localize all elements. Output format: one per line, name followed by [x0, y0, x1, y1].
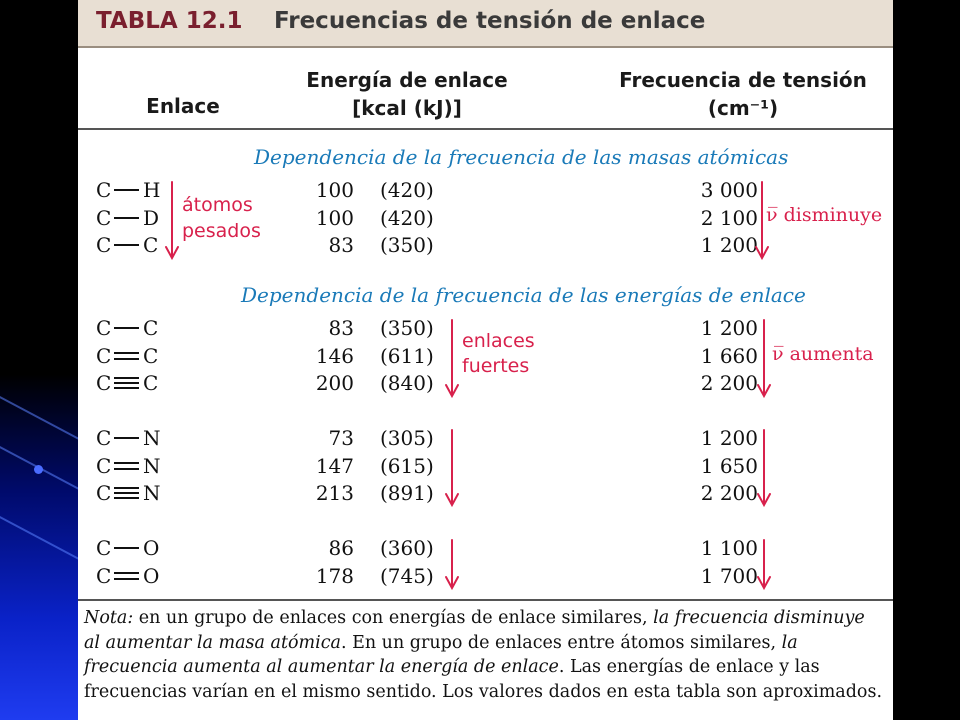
annotation-arrows — [78, 0, 893, 600]
stretch-frequency: 1 200 — [700, 426, 758, 450]
header-energy-line1: Energía de enlace — [306, 68, 508, 92]
bond-atom-1: C — [96, 233, 112, 257]
table-title: Frecuencias de tensión de enlace — [274, 8, 706, 34]
arrow-strong-bonds — [446, 320, 458, 396]
bond-atom-1: C — [96, 371, 112, 395]
bond-atom-2: C — [143, 343, 159, 368]
bond-atom-2: C — [143, 371, 159, 395]
energy-kj: (350) — [380, 316, 434, 340]
bond-atom-1: C — [96, 536, 112, 560]
background-left-panel — [0, 0, 78, 720]
header-freq-line1: Frecuencia de tensión — [619, 68, 867, 92]
energy-kj: (745) — [380, 563, 434, 588]
bond-atom-1: C — [96, 316, 112, 340]
energy-kj: (611) — [380, 343, 434, 368]
background-right-panel — [893, 0, 960, 720]
energy-kj: (350) — [380, 233, 434, 257]
note-heavy-atoms-2: pesados — [182, 220, 261, 242]
note-text-1: en un grupo de enlaces con energías de enlace similares, — [133, 608, 654, 628]
note-text-2: . En un grupo de enlaces entre átomos similares, — [340, 632, 782, 653]
bond-atom-1: C — [96, 563, 112, 588]
background-streak — [0, 390, 78, 453]
energy-kcal: 83 — [328, 233, 354, 257]
stretch-frequency: 1 660 — [700, 343, 758, 368]
arrow-cc-freq — [758, 320, 770, 396]
energy-kcal: 100 — [315, 178, 354, 202]
energy-kj: (840) — [380, 371, 434, 395]
arrow-co-freq — [758, 540, 770, 588]
section-title-energy: Dependencia de la frecuencia de las energías de enlace — [241, 283, 806, 307]
header-bond: Enlace — [146, 94, 220, 118]
bond-atom-2: H — [143, 178, 161, 202]
arrow-cn-energy — [446, 430, 458, 505]
arrow-co-energy — [446, 540, 458, 588]
background-dot — [34, 465, 43, 474]
bond-atom-1: C — [96, 426, 112, 450]
bond-atom-1: C — [96, 178, 112, 202]
energy-kj: (360) — [380, 536, 434, 560]
note-nu-increases: ν̅ aumenta — [772, 343, 874, 365]
stretch-frequency: 2 100 — [700, 205, 758, 230]
note-rule — [78, 599, 893, 601]
energy-kcal: 86 — [328, 536, 354, 560]
energy-kcal: 178 — [315, 563, 354, 588]
energy-kj: (305) — [380, 426, 434, 450]
bond-atom-2: N — [143, 426, 161, 450]
arrow-heavy-atoms — [166, 182, 178, 258]
bond-atom-1: C — [96, 205, 112, 230]
bond-atom-2: C — [143, 316, 159, 340]
bond-atom-1: C — [96, 343, 112, 368]
section-title-mass: Dependencia de la frecuencia de las masas atómicas — [254, 145, 789, 169]
header-energy-line2: [kcal (kJ)] — [352, 96, 462, 120]
energy-kcal: 147 — [315, 453, 354, 478]
energy-kj: (615) — [380, 453, 434, 478]
bond-atom-2: C — [143, 233, 159, 257]
arrow-mass-freq — [756, 182, 768, 258]
energy-kj: (891) — [380, 481, 434, 505]
note-emphasis-2: la frecuencia aumenta al aumentar la energía de enlace — [84, 632, 798, 677]
energy-kcal: 200 — [315, 371, 354, 395]
note-heavy-atoms-1: átomos — [182, 194, 253, 216]
header-freq-line2: (cm⁻¹) — [707, 96, 779, 120]
bond-atom-2: O — [143, 536, 160, 560]
bond-atom-1: C — [96, 453, 112, 478]
background-streak — [0, 510, 78, 573]
note-nu-decreases: ν̅ disminuye — [766, 204, 883, 226]
bond-atom-2: O — [143, 563, 160, 588]
bond-atom-2: N — [143, 453, 161, 478]
stretch-frequency: 1 100 — [700, 536, 758, 560]
energy-kcal: 146 — [315, 343, 354, 368]
note-strong-bonds-1: enlaces — [462, 330, 535, 352]
stretch-frequency: 2 200 — [700, 371, 758, 395]
table-footnote — [84, 606, 884, 704]
stretch-frequency: 2 200 — [700, 481, 758, 505]
note-text-3: . Las energías de enlace y las frecuencias varían en el mismo sentido. Los valores dados en esta tabla son aproximados. — [84, 657, 883, 702]
energy-kcal: 100 — [315, 205, 354, 230]
energy-kj: (420) — [380, 178, 434, 202]
stretch-frequency: 1 200 — [700, 233, 758, 257]
energy-kcal: 73 — [328, 426, 354, 450]
stretch-frequency: 1 650 — [700, 453, 758, 478]
table-slide — [78, 0, 893, 720]
bond-atom-1: C — [96, 481, 112, 505]
arrow-cn-freq — [758, 430, 770, 505]
stretch-frequency: 1 700 — [700, 563, 758, 588]
bond-atom-2: D — [143, 205, 160, 230]
note-emphasis-1: la frecuencia disminuye al aumentar la masa atómica — [84, 608, 865, 653]
energy-kcal: 83 — [328, 316, 354, 340]
note-strong-bonds-2: fuertes — [462, 355, 530, 377]
bond-atom-2: N — [143, 481, 161, 505]
note-label: Nota: — [84, 608, 134, 628]
energy-kcal: 213 — [315, 481, 354, 505]
stretch-frequency: 3 000 — [700, 178, 758, 202]
energy-kj: (420) — [380, 205, 434, 230]
table-number: TABLA 12.1 — [96, 8, 243, 34]
stretch-frequency: 1 200 — [700, 316, 758, 340]
